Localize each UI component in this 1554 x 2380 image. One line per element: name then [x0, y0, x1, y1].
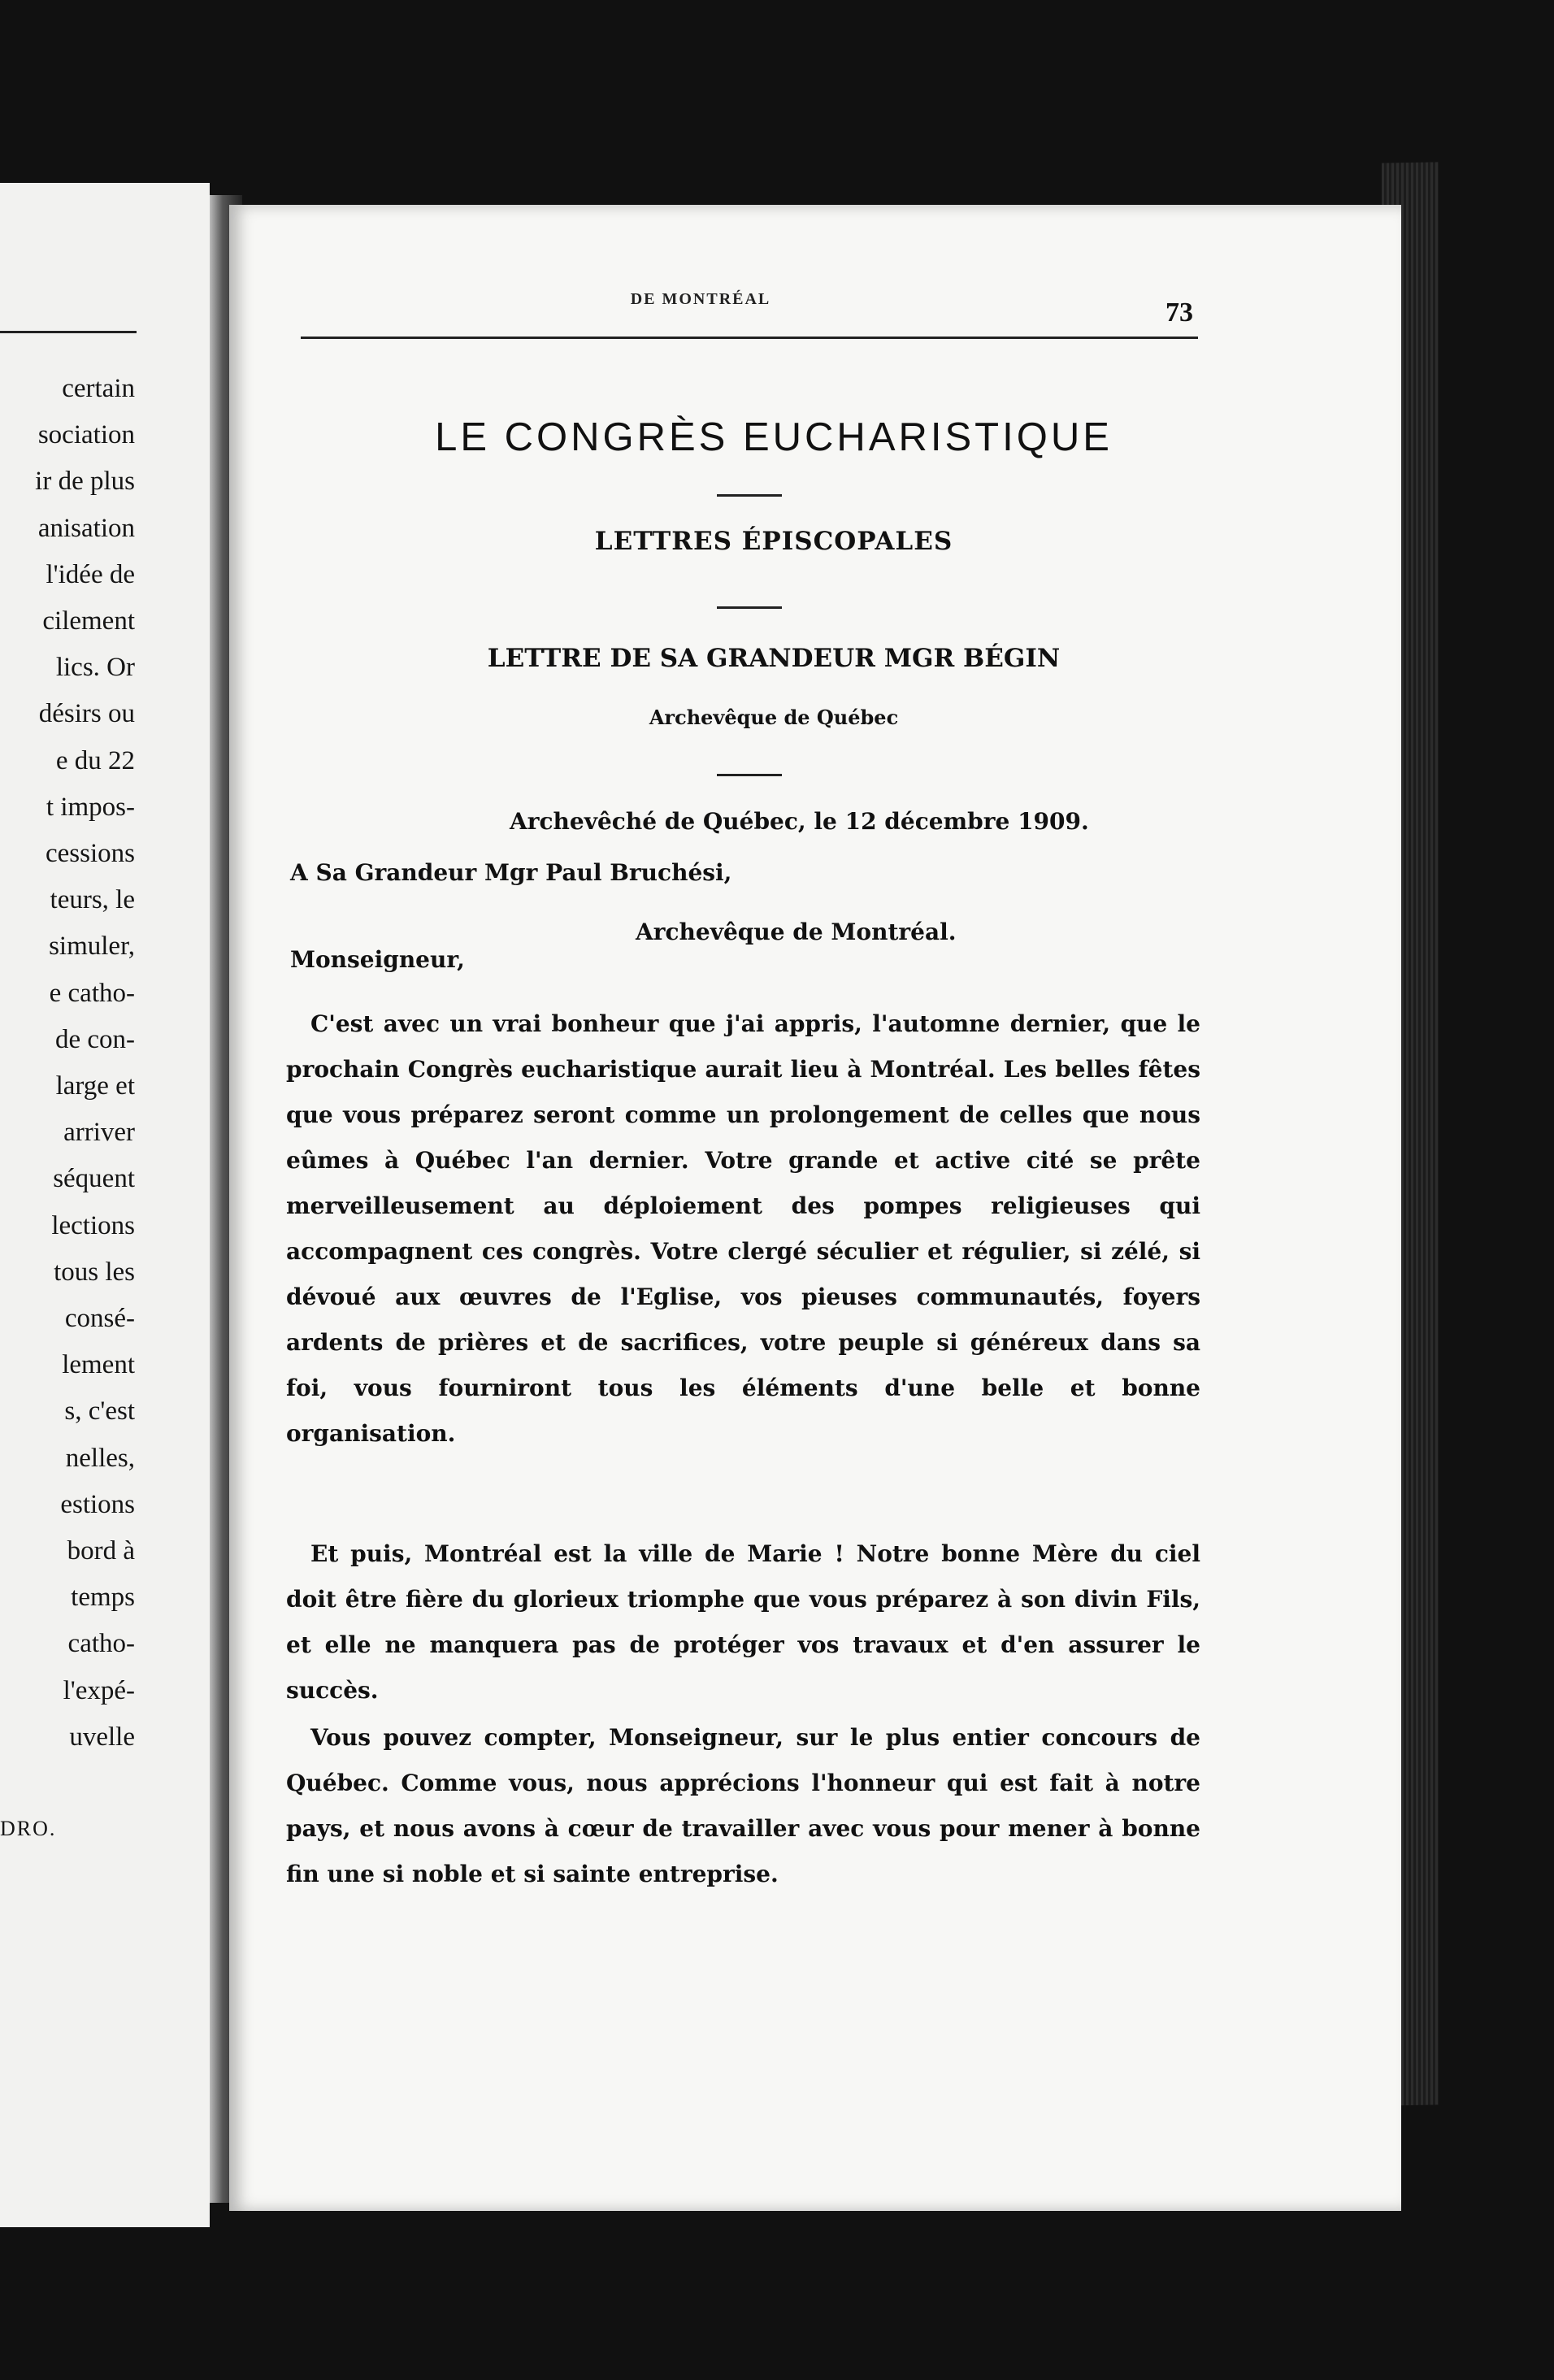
facing-line: lics. Or: [55, 653, 135, 683]
facing-line: cilement: [42, 606, 135, 636]
header-rule: [301, 337, 1198, 339]
facing-line: catho-: [67, 1629, 135, 1659]
facing-line: certain: [62, 374, 135, 403]
paragraph-text: C'est avec un vrai bonheur que j'ai appris, l'automne dernier, que le prochain Congrès eucharistique aurait lieu à Montréal. Les belles fêtes que vous préparez seront comme un prolongement de celles que nous eûmes à Québec l'an dernier. Votre grande et active cité se prête merveilleusement au déploiement des pompes religieuses qui accompagnent ces congrès. Votre clergé séculier et régulier, si zélé, si dévoué aux œuvres de l'Eglise, vos pieuses communautés, foyers ardents de prières et de sacrifices, votre peuple si généreux dans sa foi, vous fourniront tous les éléments d'une belle et bonne organisation.: [286, 1010, 1200, 1447]
facing-line: désirs ou: [38, 699, 135, 729]
facing-line: t impos-: [46, 792, 135, 822]
paragraph-text: Vous pouvez compter, Monseigneur, sur le plus entier concours de Québec. Comme vous, nous apprécions l'honneur qui est fait à notre pays, et nous avons à cœur de travailler avec vous pour mener à bonne fin une si noble et si sainte entreprise.: [286, 1724, 1200, 1887]
facing-line: séquent: [53, 1164, 135, 1194]
facing-line: e du 22: [55, 745, 135, 775]
facing-line: sociation: [37, 420, 135, 450]
facing-line: simuler,: [49, 932, 135, 962]
facing-page-rule: [0, 331, 137, 333]
facing-line: lections: [51, 1210, 135, 1240]
facing-line: uvelle: [69, 1722, 135, 1752]
title-divider: [717, 494, 782, 497]
facing-page-signature: DRO.: [0, 1817, 57, 1840]
facing-page: [0, 183, 210, 2227]
letter-paragraph: [286, 1531, 1200, 1713]
dateline: Archevêché de Québec, le 12 décembre 1909.: [510, 808, 1089, 835]
addressee: A Sa Grandeur Mgr Paul Bruchési,: [290, 859, 732, 886]
facing-line: arriver: [63, 1118, 135, 1148]
facing-page-text: [0, 366, 135, 1761]
facing-line: l'idée de: [46, 559, 135, 589]
facing-line: de con-: [54, 1024, 135, 1054]
page-title: LE CONGRÈS EUCHARISTIQUE: [435, 415, 1113, 459]
facing-line: large et: [55, 1071, 135, 1101]
letter-divider: [717, 774, 782, 776]
page: [229, 205, 1401, 2211]
facing-line: cessions: [46, 839, 135, 869]
salutation: Monseigneur,: [290, 946, 465, 973]
facing-line: nelles,: [65, 1443, 135, 1473]
section-divider: [717, 606, 782, 609]
page-number: 73: [1166, 298, 1193, 328]
facing-line: tous les: [54, 1257, 135, 1287]
facing-line: anisation: [37, 513, 135, 543]
letter-subtitle: Archevêque de Québec: [649, 706, 899, 729]
facing-line: l'expé-: [63, 1675, 135, 1705]
letter-paragraph: [286, 1001, 1200, 1457]
facing-line: s, c'est: [64, 1396, 135, 1427]
facing-line: e catho-: [49, 978, 135, 1008]
running-head: DE MONTRÉAL: [630, 290, 771, 308]
section-title: LETTRES ÉPISCOPALES: [594, 527, 953, 556]
letter-title: LETTRE DE SA GRANDEUR MGR BÉGIN: [487, 644, 1061, 673]
addressee-title: Archevêque de Montréal.: [636, 919, 957, 945]
facing-line: teurs, le: [50, 885, 135, 915]
facing-line: temps: [71, 1583, 135, 1613]
letter-paragraph: [286, 1715, 1200, 1897]
paragraph-text: Et puis, Montréal est la ville de Marie ! Notre bonne Mère du ciel doit être fière du glorieux triomphe que vous préparez à son divin Fils, et elle ne manquera pas de protéger vos travaux et d'en assurer le succès.: [286, 1540, 1200, 1704]
facing-line: estions: [60, 1489, 135, 1519]
facing-line: consé-: [64, 1304, 135, 1334]
facing-line: bord à: [67, 1536, 135, 1566]
facing-line: lement: [62, 1350, 135, 1380]
facing-line: ir de plus: [35, 467, 135, 497]
